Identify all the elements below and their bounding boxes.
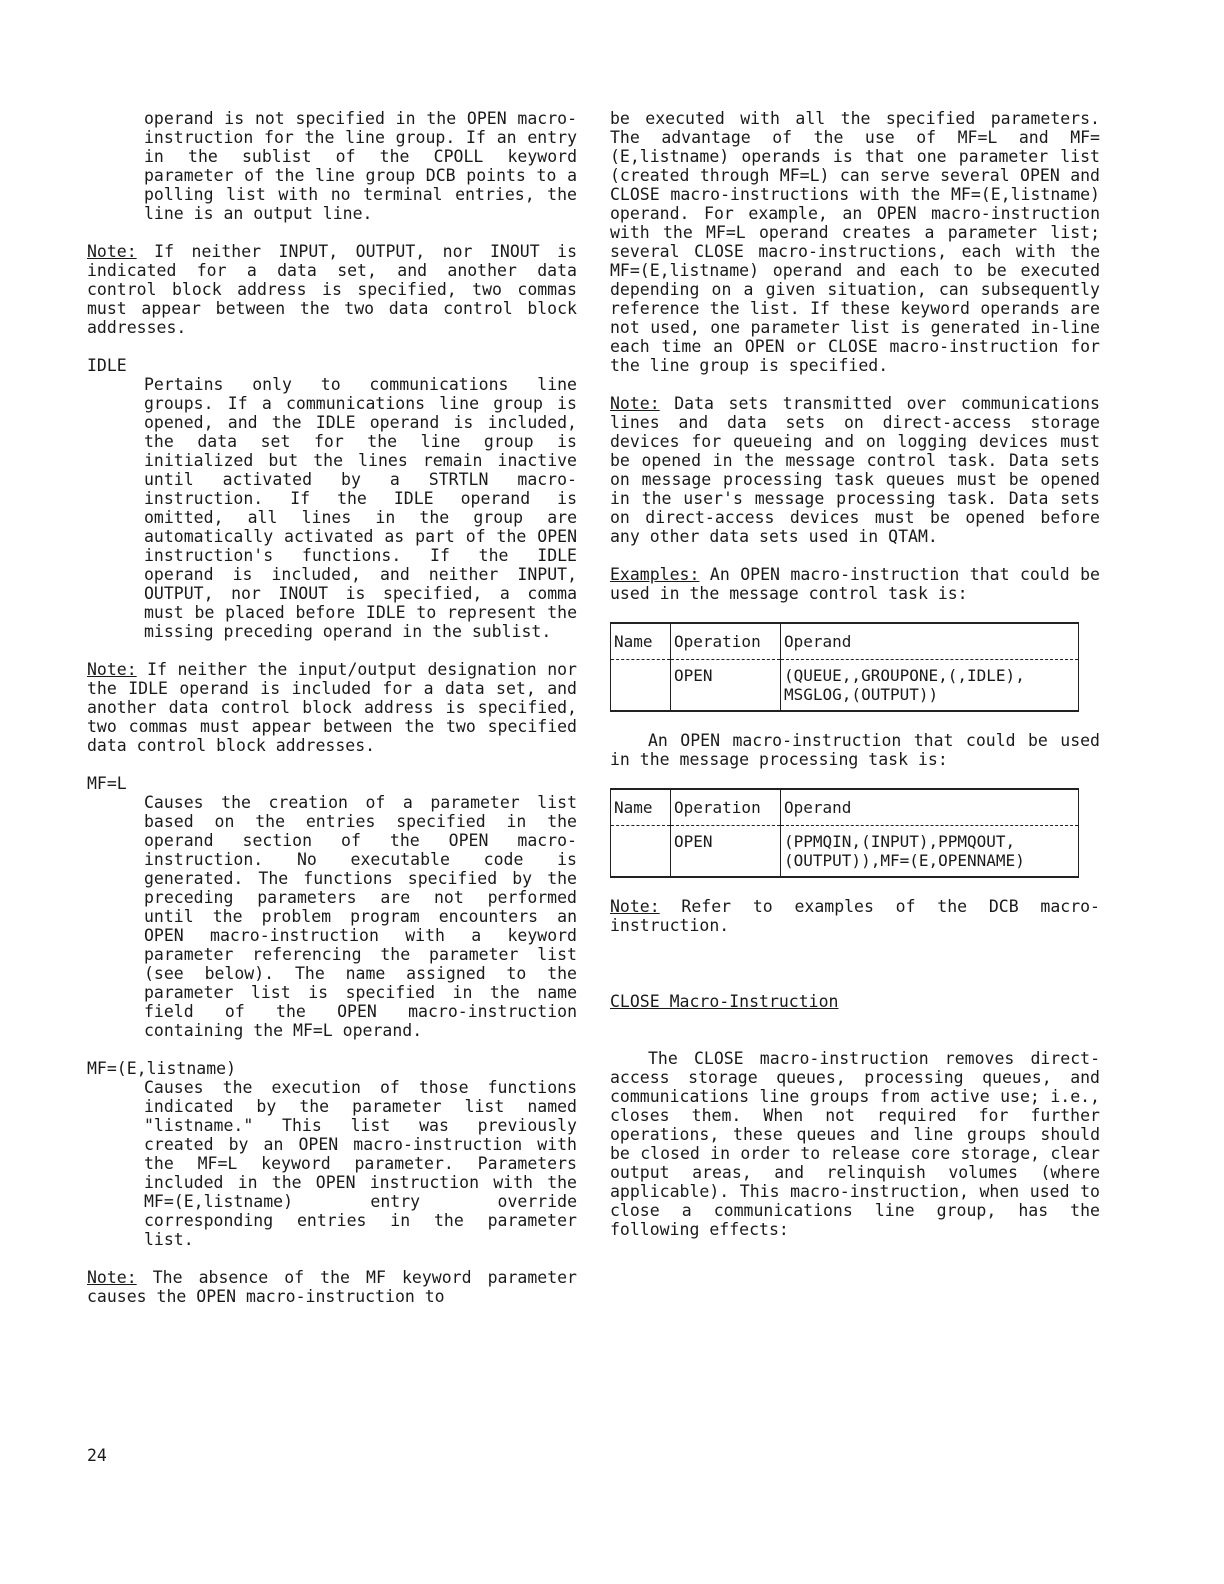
- mf-e-entry: [87, 1059, 577, 1249]
- table-row: [611, 660, 1079, 712]
- note-text: Data sets transmitted over communications lines and data sets on direct-access storage devices for queueing and on logging devices must be opened in the message control task. Data sets on message processing task queues must be opened in the user's message processing task. Data sets on direct-access devices must be opened before any other data sets used in QTAM.: [610, 394, 1100, 546]
- note-label: Note:: [87, 1268, 137, 1287]
- mf-l-entry: [87, 774, 577, 1040]
- header-operation: Operation: [671, 789, 781, 826]
- note-label: Note:: [87, 242, 137, 261]
- idle-operand-entry: [87, 356, 577, 641]
- note-text: If neither the input/output designation nor the IDLE operand is included for a data set, and another data control block address is specified, two commas must appear between the two specified data control block addresses.: [87, 660, 577, 755]
- mf-l-term: MF=L: [87, 774, 127, 793]
- cell-name: [611, 826, 671, 878]
- operand-line: (QUEUE,,GROUPONE,(,IDLE),: [784, 666, 1025, 685]
- note-text: If neither INPUT, OUTPUT, nor INOUT is indicated for a data set, and another data control block address is specified, two commas must appear between the two data control block addresses.: [87, 242, 577, 337]
- idle-description: Pertains only to communications line groups. If a communications line group is opened, and the IDLE operand is included, the data set for the line group is initialized but the lines remain inactive until activated by a STRTLN macro-instruction. If the IDLE operand is omitted, all lines in the group are automatically activated as part of the OPEN instruction's functions. If the IDLE operand is included, and neither INPUT, OUTPUT, nor INOUT is specified, a comma must be placed before IDLE to represent the missing preceding operand in the sublist.: [144, 375, 577, 641]
- message-processing-intro: An OPEN macro-instruction that could be used in the message processing task is:: [610, 731, 1100, 769]
- note-no-io-designation: [87, 242, 577, 337]
- cell-operand: [781, 826, 1079, 878]
- close-description: The CLOSE macro-instruction removes direct-access storage queues, processing queues, and communications line groups from active use; i.e., closes them. When not required for further operations, these queues and line groups should be closed in order to release core storage, clear output areas, and relinquish volumes (where applicable). This macro-instruction, when used to close a communications line group, has the following effects:: [610, 1049, 1100, 1239]
- examples-text: An OPEN macro-instruction that could be used in the message control task is:: [610, 565, 1100, 603]
- header-operation: Operation: [671, 623, 781, 660]
- note-label: Note:: [610, 897, 660, 916]
- right-column: [610, 109, 1100, 1258]
- mf-continuation: be executed with all the specified parameters. The advantage of the use of MF=L and MF=(E,listname) operands is that one parameter list (created through MF=L) can serve several OPEN and CLOSE macro-instructions with the MF=(E,listname) operand. For example, an OPEN macro-instruction with the MF=L operand creates a parameter list; several CLOSE macro-instructions, each with the MF=(E,listname) operand and each to be executed depending on a given situation, can subsequently reference the list. If these keyword operands are not used, one parameter list is generated in-line each time an OPEN or CLOSE macro-instruction for the line group is specified.: [610, 109, 1100, 375]
- operand-line: (OUTPUT)),MF=(E,OPENNAME): [784, 851, 1025, 870]
- cell-operand: [781, 660, 1079, 712]
- header-operand: Operand: [781, 623, 1079, 660]
- idle-term: IDLE: [87, 356, 127, 375]
- header-operand: Operand: [781, 789, 1079, 826]
- example-table-message-control: [610, 622, 1079, 712]
- note-label: Note:: [87, 660, 137, 679]
- mf-e-term: MF=(E,listname): [87, 1059, 237, 1078]
- header-name: Name: [611, 789, 671, 826]
- note-text: Refer to examples of the DCB macro-instruction.: [610, 897, 1100, 935]
- close-section-heading: CLOSE Macro-Instruction: [610, 992, 839, 1011]
- table-header-row: [611, 789, 1079, 826]
- operand-line: (PPMQIN,(INPUT),PPMQOUT,: [784, 832, 1016, 851]
- note-no-idle: [87, 660, 577, 755]
- examples-label: Examples:: [610, 565, 700, 584]
- mf-e-description: Causes the execution of those functions indicated by the parameter list named "listname." This list was previously created by an OPEN macro-instruction with the MF=L keyword parameter. Parameters included in the OPEN instruction with the MF=(E,listname) entry override corresponding entries in the parameter list.: [144, 1078, 577, 1249]
- table-header-row: [611, 623, 1079, 660]
- note-dcb-reference: [610, 897, 1100, 935]
- cell-operation: OPEN: [671, 826, 781, 878]
- page-number: 24: [87, 1446, 107, 1465]
- table-row: [611, 826, 1079, 878]
- note-label: Note:: [610, 394, 660, 413]
- cell-name: [611, 660, 671, 712]
- operand-line: MSGLOG,(OUTPUT)): [784, 685, 939, 704]
- mf-l-description: Causes the creation of a parameter list based on the entries specified in the operand section of the OPEN macro-instruction. No executable code is generated. The functions specified by the preceding parameters are not performed until the problem program encounters an OPEN macro-instruction with a keyword parameter referencing the parameter list (see below). The name assigned to the parameter list is specified in the name field of the OPEN macro-instruction containing the MF=L operand.: [144, 793, 577, 1040]
- example-table-message-processing: [610, 788, 1079, 878]
- open-operand-continuation: operand is not specified in the OPEN macro-instruction for the line group. If an entry in the sublist of the CPOLL keyword parameter of the line group DCB points to a polling list with no terminal entries, the line is an output line.: [144, 109, 577, 223]
- note-qtam-data-sets: [610, 394, 1100, 546]
- note-text: The absence of the MF keyword parameter causes the OPEN macro-instruction to: [87, 1268, 577, 1306]
- note-mf-absence: [87, 1268, 577, 1306]
- header-name: Name: [611, 623, 671, 660]
- cell-operation: OPEN: [671, 660, 781, 712]
- left-column: [87, 109, 577, 1325]
- examples-intro: [610, 565, 1100, 603]
